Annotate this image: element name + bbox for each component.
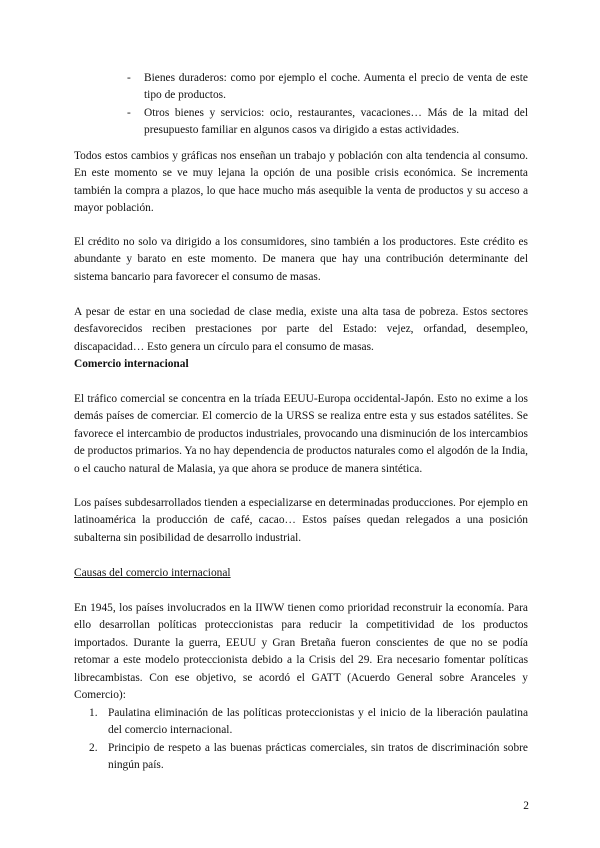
paragraph: Todos estos cambios y gráficas nos enseñan un trabajo y población con alta tendencia al consumo. En este momento se ve muy lejana la opción de una posible crisis económica. Se incrementa también la compra a plazos, lo que hace mucho más asequible la venta de productos y su acceso a mayor población. xyxy=(74,150,528,215)
list-marker: - xyxy=(127,106,131,119)
page-number: 2 xyxy=(523,800,529,812)
list-item xyxy=(74,705,528,740)
list-item xyxy=(74,740,528,775)
paragraph: El tráfico comercial se concentra en la tríada EEUU-Europa occidental-Japón. Esto no exime a los demás países de comerciar. El comercio de la URSS se realiza entre esta y sus estados satélites. Se favorece el intercambio de productos industriales, provocando una disminución de los intercambios de productos primarios. Ya no hay dependencia de productos naturales como el algodón de la India, o el caucho natural de Malasia, ya que ahora se produce de manera sintética. xyxy=(74,393,528,475)
paragraph: A pesar de estar en una sociedad de clase media, existe una alta tasa de pobreza. Estos sectores desfavorecidos reciben prestaciones por parte del Estado: vejez, orfandad, desempleo, discapacidad… Esto genera un círculo para el consumo de masas. xyxy=(74,306,528,353)
paragraph: En 1945, los países involucrados en la IIWW tienen como prioridad reconstruir la economía. Para ello desarrollan políticas proteccionistas para reducir la competitividad de los productos importados. Durante la guerra, EEUU y Gran Bretaña fueron conscientes de que no se podía retomar a este modelo proteccionista debido a la Crisis del 29. Era necesario fomentar políticas librecambistas. Con ese objetivo, se acordó el GATT (Acuerdo General sobre Aranceles y Comercio): xyxy=(74,602,528,702)
dash-list xyxy=(74,70,528,140)
numbered-list xyxy=(74,705,528,775)
section-heading: Comercio internacional xyxy=(74,358,189,370)
list-marker: 1. xyxy=(89,707,98,719)
list-item-text: Paulatina eliminación de las políticas proteccionistas y el inicio de la liberación paulatina del comercio internacional. xyxy=(108,707,528,737)
subsection-heading: Causas del comercio internacional xyxy=(74,567,231,579)
list-item xyxy=(74,70,528,105)
list-marker: - xyxy=(127,72,131,84)
paragraph: Los países subdesarrollados tienden a especializarse en determinadas producciones. Por ejemplo en latinoamérica la producción de café, cacao… Estos países quedan relegados a una posición subalterna sin posibilidad de desarrollo industrial. xyxy=(74,497,528,544)
paragraph: El crédito no solo va dirigido a los consumidores, sino también a los productores. Este crédito es abundante y barato en este momento. De manera que hay una contribución determinante del sistema bancario para favorecer el consumo de masas. xyxy=(74,236,528,283)
list-item xyxy=(74,105,528,140)
list-item-text: Bienes duraderos: como por ejemplo el coche. Aumenta el precio de venta de este tipo de productos. xyxy=(144,72,528,102)
list-marker: 2. xyxy=(89,741,98,754)
list-item-text: Principio de respeto a las buenas prácticas comerciales, sin tratos de discriminación sobre ningún país. xyxy=(108,741,528,772)
list-item-text: Otros bienes y servicios: ocio, restaurantes, vacaciones… Más de la mitad del presupuesto familiar en algunos casos va dirigido a estas actividades. xyxy=(144,106,528,137)
